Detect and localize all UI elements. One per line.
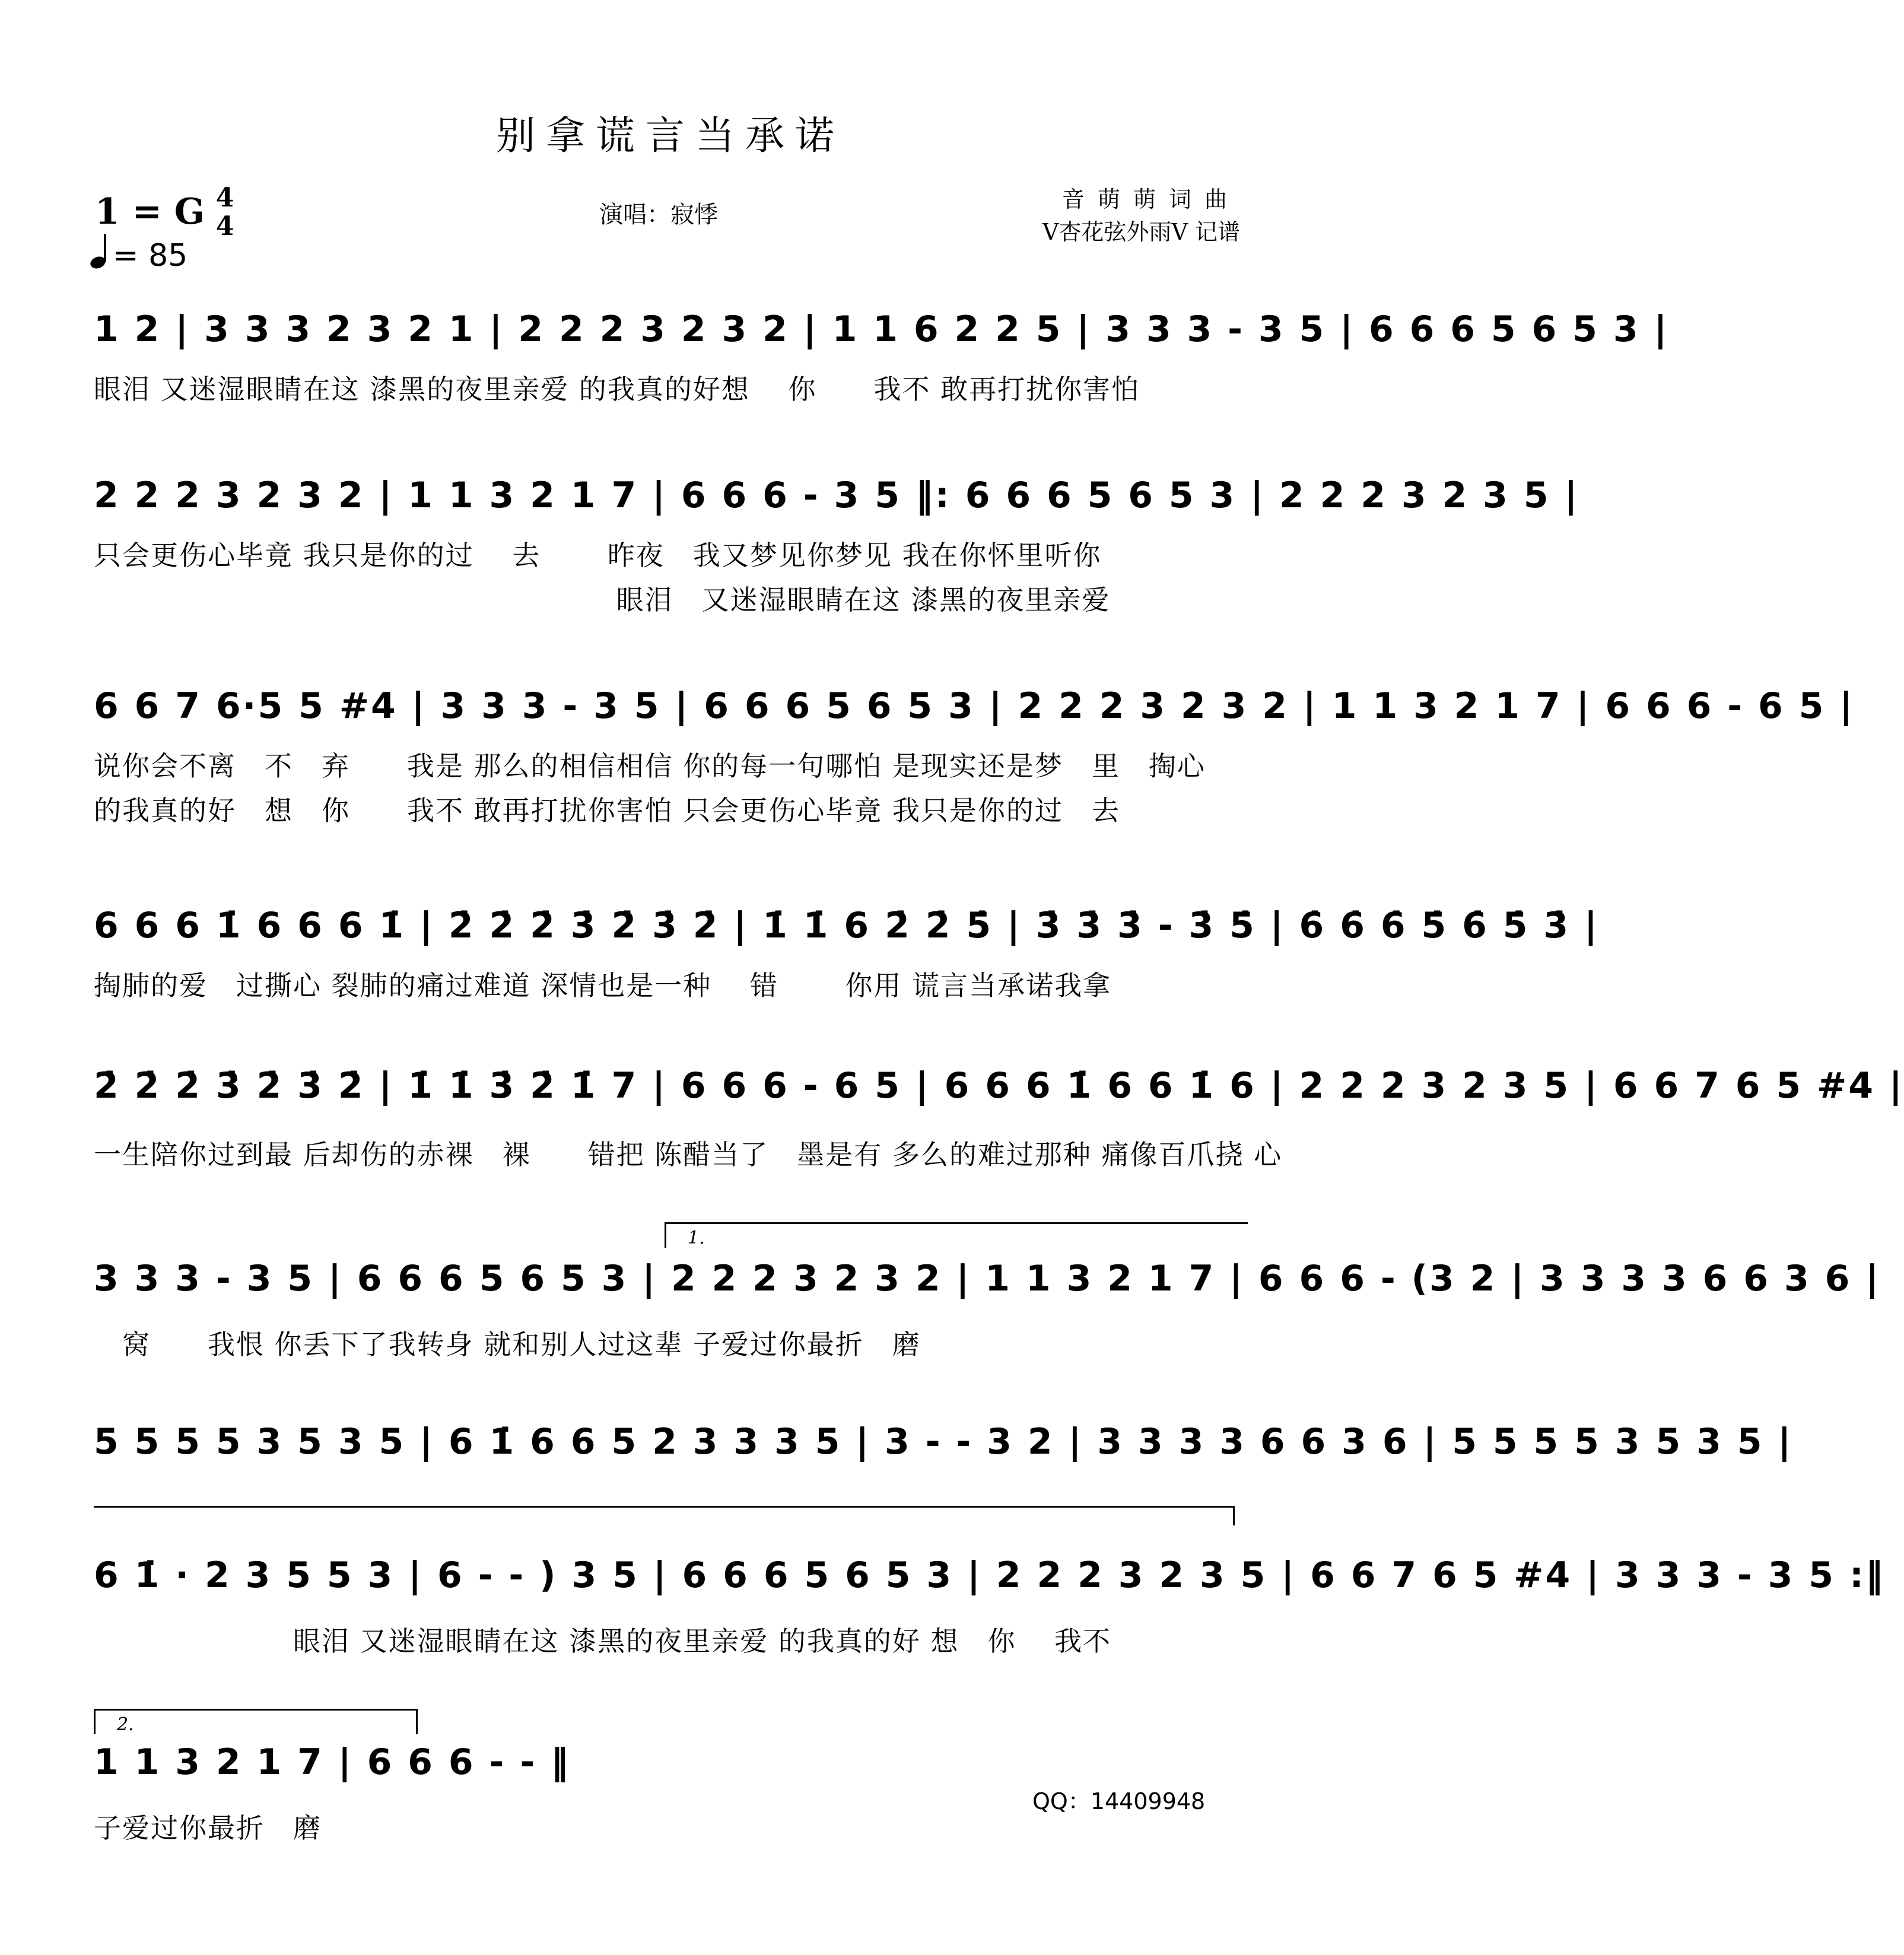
lyric-line-9: 子爱过你最折 磨 [94,1812,322,1844]
lyric-line-2b: 眼泪 又迷湿眼睛在这 漆黑的夜里亲爱 [94,584,1111,616]
lyric-line-4: 掏肺的爱 过撕心 裂肺的痛过难道 深情也是一种 错 你用 谎言当承诺我拿 [94,969,1112,1002]
lyric-line-5: 一生陪你过到最 后却伤的赤裸 裸 错把 陈醋当了 墨是有 多么的难过那种 痛像百爪挠 心 [94,1139,1283,1171]
singer-credit: 演唱：寂悸 [599,201,718,228]
lyric-line-1: 眼泪 又迷湿眼睛在这 漆黑的夜里亲爱 的我真的好想 你 我不 敢再打扰你害怕 [94,373,1140,405]
qq-contact: QQ：14409948 [1032,1788,1206,1814]
key-signature: 1 = G [95,191,205,233]
page-title: 别拿谎言当承诺 [496,113,845,158]
lyric-line-8: 眼泪 又迷湿眼睛在这 漆黑的夜里亲爱 的我真的好 想 你 我不 [94,1625,1112,1657]
quarter-note-icon [89,236,113,269]
composer-credit: 音萌萌词曲 [1061,186,1240,212]
time-signature-bottom: 4 [215,211,234,241]
notation-line-5: 2̇ 2̇ 2̇ 3̇ 2̇ 3̇ 2̇ | 1̇ 1̇ 3̇ 2̇ 1̇ 7 | 6 6 6 - 6 5 | 6 6 6 1̇ 6 6 1̇ 6 | 2 2 2 3 2 3 5 | 6 6 7 6 5 #4 | [94,1065,1904,1107]
time-signature-top: 4 [215,183,234,213]
repeat-bracket-line [94,1506,1235,1525]
transcriber-credit: V杏花弦外雨V 记谱 [1042,219,1240,245]
lyric-line-3b: 的我真的好 想 你 我不 敢再打扰你害怕 只会更伤心毕竟 我只是你的过 去 [94,794,1120,826]
notation-line-9: 1 1 3 2 1 7 | 6 6 6 - - ‖ [94,1741,571,1783]
notation-line-1: 1 2 | 3 3 3 2 3 2 1 | 2 2 2 3 2 3 2 | 1 1 6 2 2 5 | 3 3 3 - 3 5 | 6 6 6 5 6 5 3 | [94,309,1669,350]
tempo-mark [89,236,187,274]
second-ending-number: 2. [117,1714,134,1735]
notation-line-4: 6 6 6 1̇ 6 6 6 1̇ | 2̇ 2̇ 2̇ 3̇ 2̇ 3̇ 2̇ | 1̇ 1̇ 6 2̇ 2̇ 5̇ | 3̇ 3̇ 3̇ - 3̇ 5̇ | 6̇ 6̇ 6̇ 5̇ 6̇ 5̇ 3̇ | [94,905,1599,946]
notation-line-6: 3 3 3 - 3 5 | 6 6 6 5 6 5 3 | 2 2 2 3 2 3 2 | 1 1 3 2 1 7 | 6 6 6 - (3 2 | 3 3 3 3 6 6 3 6 | [94,1258,1881,1299]
notation-line-8: 6 1̇ · 2 3 5 5 3 | 6 - - ) 3 5 | 6 6 6 5 6 5 3 | 2 2 2 3 2 3 5 | 6 6 7 6 5 #4 | 3 3 3 - 3 5 :‖ [94,1555,1885,1596]
notation-line-7: 5 5 5 5 3 5 3 5 | 6 1̇ 6 6 5 2 3 3 3 5 | 3 - - 3 2 | 3 3 3 3 6 6 3 6 | 5 5 5 5 3 5 3 5 | [94,1421,1793,1463]
time-signature [210,185,240,240]
notation-line-3: 6 6 7 6·5 5 #4 | 3 3 3 - 3 5 | 6 6 6 5 6 5 3 | 2 2 2 3 2 3 2 | 1 1 3 2 1 7 | 6 6 6 - 6 5 | [94,685,1855,727]
lyric-line-3a: 说你会不离 不 弃 我是 那么的相信相信 你的每一句哪怕 是现实还是梦 里 掏心 [94,750,1206,782]
notation-line-2: 2 2 2 3 2 3 2 | 1 1 3 2 1 7 | 6 6 6 - 3 5 ‖: 6 6 6 5 6 5 3 | 2 2 2 3 2 3 5 | [94,475,1579,516]
first-ending-number: 1. [688,1228,705,1248]
lyric-line-6: 窝 我恨 你丢下了我转身 就和别人过这辈 子爱过你最折 磨 [94,1328,921,1360]
tempo-value: = 85 [113,238,188,274]
lyric-line-2a: 只会更伤心毕竟 我只是你的过 去 昨夜 我又梦见你梦见 我在你怀里听你 [94,539,1102,571]
first-ending-bracket [665,1222,1248,1248]
second-ending-bracket [94,1709,418,1734]
